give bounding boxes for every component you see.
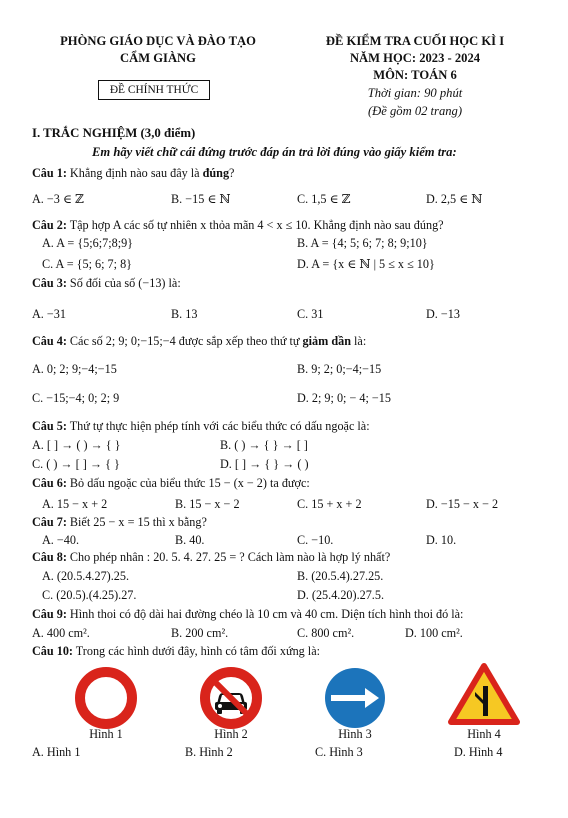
question-9 xyxy=(32,607,463,622)
question-text: Hình thoi có độ dài hai đường chéo là 10 cm và 40 cm. Diện tích hình thoi đó là: xyxy=(66,607,464,621)
page-count: (Đề gồm 02 trang) xyxy=(367,104,463,118)
option-a: A. [ ] → ( ) → { } xyxy=(32,438,121,452)
option-b: B. 15 − x − 2 xyxy=(175,497,240,511)
figure-1-caption: Hình 1 xyxy=(89,727,123,741)
option-b: B. Hình 2 xyxy=(185,745,233,759)
subject: MÔN: TOÁN 6 xyxy=(373,68,457,82)
option-a: A. (20.5.4.27).25. xyxy=(42,569,129,583)
option-d: D. −13 xyxy=(426,307,460,321)
option-a: A. A = {5;6;7;8;9} xyxy=(42,236,134,250)
question-text: Cho phép nhân : 20. 5. 4. 27. 25 = ? Cách làm nào là hợp lý nhất? xyxy=(66,550,391,564)
question-text: Số đối của số (−13) là: xyxy=(66,276,181,290)
figure-4-merging-road-sign-icon xyxy=(448,662,520,726)
option-a: A. 0; 2; 9;−4;−15 xyxy=(32,362,117,376)
question-label: Câu 9: xyxy=(32,607,67,621)
option-b: B. A = {4; 5; 6; 7; 8; 9;10} xyxy=(297,236,428,250)
option-c: C. 15 + x + 2 xyxy=(297,497,362,511)
section-instruction: Em hãy viết chữ cái đứng trước đáp án trả lời đúng vào giấy kiểm tra: xyxy=(92,145,457,159)
question-text: Thứ tự thực hiện phép tính với các biểu thức có dấu ngoặc là: xyxy=(66,419,370,433)
option-c: C. −10. xyxy=(297,533,334,547)
option-a: A. −31 xyxy=(32,307,66,321)
question-4 xyxy=(32,334,366,349)
figure-4-caption: Hình 4 xyxy=(467,727,501,741)
exam-time: Thời gian: 90 phút xyxy=(367,86,463,100)
option-c: C. 800 cm². xyxy=(297,626,355,640)
option-d: D. (25.4.20).27.5. xyxy=(297,588,384,602)
option-b: B. 9; 2; 0;−4;−15 xyxy=(297,362,382,376)
option-d: D. 10. xyxy=(426,533,457,547)
question-label: Câu 1: xyxy=(32,166,67,180)
question-label: Câu 8: xyxy=(32,550,67,564)
option-d: D. 2,5 ∈ ℕ xyxy=(426,192,483,206)
option-d: D. [ ] → { } → ( ) xyxy=(220,457,309,471)
header-district: CẨM GIÀNG xyxy=(120,51,196,65)
question-text: Trong các hình dưới đây, hình có tâm đối xứng là: xyxy=(72,644,320,658)
question-2 xyxy=(32,218,444,233)
question-1 xyxy=(32,166,234,181)
question-tail: là: xyxy=(350,334,367,348)
question-6 xyxy=(32,476,310,491)
option-a: A. −3 ∈ ℤ xyxy=(32,192,84,206)
option-b: B. 40. xyxy=(175,533,205,547)
figure-3-arrow-right-sign-icon xyxy=(323,666,387,730)
section-title: I. TRẮC NGHIỆM (3,0 điểm) xyxy=(32,126,196,140)
question-label: Câu 5: xyxy=(32,419,67,433)
question-7 xyxy=(32,515,207,530)
question-text: Tập hợp A các số tự nhiên x thỏa mãn 4 < x ≤ 10. Khẳng định nào sau đúng? xyxy=(66,218,444,232)
question-label: Câu 3: xyxy=(32,276,67,290)
exam-title: ĐỀ KIỂM TRA CUỐI HỌC KÌ I xyxy=(325,34,505,48)
option-c: C. A = {5; 6; 7; 8} xyxy=(42,257,133,271)
option-a: A. Hình 1 xyxy=(32,745,81,759)
figure-2-caption: Hình 2 xyxy=(214,727,248,741)
question-tail: ? xyxy=(229,166,235,180)
question-label: Câu 2: xyxy=(32,218,67,232)
question-label: Câu 6: xyxy=(32,476,67,490)
option-a: A. 400 cm². xyxy=(32,626,90,640)
figure-3-caption: Hình 3 xyxy=(338,727,372,741)
option-b: B. (20.5.4).27.25. xyxy=(297,569,384,583)
question-text: Khẳng định nào sau đây là xyxy=(66,166,203,180)
question-text: Biết 25 − x = 15 thì x bằng? xyxy=(66,515,207,529)
option-c: C. 31 xyxy=(297,307,324,321)
question-8 xyxy=(32,550,390,565)
option-c: C. −15;−4; 0; 2; 9 xyxy=(32,391,120,405)
question-label: Câu 7: xyxy=(32,515,67,529)
option-d: D. Hình 4 xyxy=(454,745,503,759)
school-year: NĂM HỌC: 2023 - 2024 xyxy=(349,51,481,65)
option-b: B. 200 cm². xyxy=(171,626,229,640)
option-b: B. −15 ∈ ℕ xyxy=(171,192,231,206)
option-d: D. A = {x ∈ ℕ | 5 ≤ x ≤ 10} xyxy=(297,257,435,271)
option-d: D. −15 − x − 2 xyxy=(426,497,499,511)
option-a: A. 15 − x + 2 xyxy=(42,497,108,511)
figure-1-no-entry-ring-icon xyxy=(74,666,138,730)
option-a: A. −40. xyxy=(42,533,80,547)
question-10 xyxy=(32,644,320,659)
option-d: D. 100 cm². xyxy=(405,626,463,640)
option-c: C. ( ) → [ ] → { } xyxy=(32,457,120,471)
option-b: B. 13 xyxy=(171,307,198,321)
question-3 xyxy=(32,276,181,291)
official-box: ĐỀ CHÍNH THỨC xyxy=(98,80,210,100)
question-emphasis: giảm dần xyxy=(302,334,351,348)
question-text: Các số 2; 9; 0;−15;−4 được sắp xếp theo thứ tự xyxy=(66,334,303,348)
question-text: Bỏ dấu ngoặc của biểu thức 15 − (x − 2) ta được: xyxy=(66,476,310,490)
question-label: Câu 4: xyxy=(32,334,67,348)
option-c: C. 1,5 ∈ ℤ xyxy=(297,192,351,206)
figure-2-no-cars-icon xyxy=(199,666,263,730)
question-5 xyxy=(32,419,370,434)
question-label: Câu 10: xyxy=(32,644,73,658)
header-department: PHÒNG GIÁO DỤC VÀ ĐÀO TẠO xyxy=(60,34,256,48)
option-c: C. (20.5).(4.25).27. xyxy=(42,588,137,602)
question-emphasis: đúng xyxy=(202,166,230,180)
option-b: B. ( ) → { } → [ ] xyxy=(220,438,308,452)
option-c: C. Hình 3 xyxy=(315,745,363,759)
option-d: D. 2; 9; 0; − 4; −15 xyxy=(297,391,391,405)
